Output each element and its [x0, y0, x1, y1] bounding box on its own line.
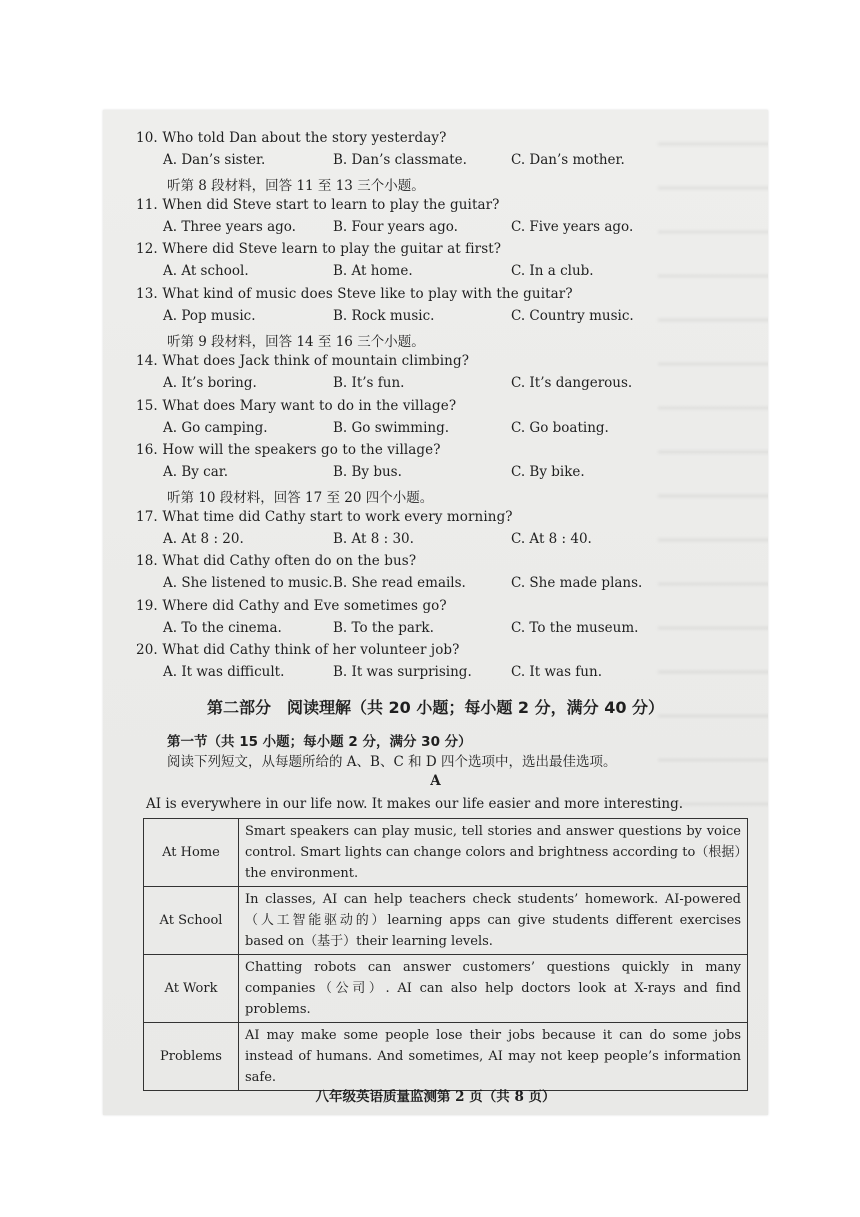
option-a: A. At school. — [163, 263, 249, 279]
option-b: B. To the park. — [333, 620, 434, 636]
question-19 — [136, 598, 447, 614]
part-two-heading: 第二部分 阅读理解（共 20 小题；每小题 2 分，满分 40 分） — [206, 698, 665, 717]
question-number: 17. — [136, 509, 158, 525]
option-a: A. Dan’s sister. — [163, 152, 266, 168]
option-b: B. Dan’s classmate. — [333, 152, 467, 168]
row-text: Smart speakers can play music, tell stories and answer questions by voice control. Smart lights can change colors and brightness according to（根据）the environment. — [239, 819, 748, 887]
question-text: What time did Cathy start to work every morning? — [162, 509, 513, 525]
question-20 — [136, 642, 460, 658]
ai-uses-table — [143, 818, 748, 1091]
option-b: B. Go swimming. — [333, 420, 450, 436]
option-c: C. Five years ago. — [511, 219, 634, 235]
question-text: How will the speakers go to the village? — [162, 442, 441, 458]
question-number: 18. — [136, 553, 158, 569]
question-16 — [136, 442, 441, 458]
option-b: B. At 8 : 30. — [333, 531, 414, 547]
question-15 — [136, 398, 456, 414]
question-18 — [136, 553, 416, 569]
option-a: A. Pop music. — [163, 308, 256, 324]
question-number: 20. — [136, 642, 158, 658]
listening-instruction: 听第 9 段材料，回答 14 至 16 三个小题。 — [167, 334, 425, 350]
question-text: What does Jack think of mountain climbing? — [162, 353, 470, 369]
question-text: Where did Steve learn to play the guitar at first? — [162, 241, 502, 257]
option-b: B. At home. — [333, 263, 413, 279]
page-content — [103, 110, 768, 1115]
option-b: B. It’s fun. — [333, 375, 405, 391]
option-a: A. To the cinema. — [163, 620, 282, 636]
option-a: A. By car. — [163, 464, 229, 480]
row-text: AI may make some people lose their jobs because it can do some jobs instead of humans. And sometimes, AI may not keep people’s information safe. — [239, 1023, 748, 1091]
row-label: At Home — [144, 819, 239, 887]
option-a: A. Three years ago. — [163, 219, 296, 235]
option-c: C. At 8 : 40. — [511, 531, 592, 547]
option-c: C. To the museum. — [511, 620, 639, 636]
question-text: What does Mary want to do in the village? — [162, 398, 457, 414]
option-c: C. Go boating. — [511, 420, 609, 436]
question-number: 19. — [136, 598, 158, 614]
option-b: B. Four years ago. — [333, 219, 458, 235]
listening-instruction: 听第 8 段材料，回答 11 至 13 三个小题。 — [167, 178, 425, 194]
question-text: Who told Dan about the story yesterday? — [162, 130, 447, 146]
option-c: C. She made plans. — [511, 575, 643, 591]
option-c: C. It’s dangerous. — [511, 375, 633, 391]
table-row — [144, 819, 748, 887]
option-a: A. It’s boring. — [163, 375, 257, 391]
option-a: A. It was difficult. — [163, 664, 285, 680]
question-text: When did Steve start to learn to play the guitar? — [162, 197, 500, 213]
option-b: B. She read emails. — [333, 575, 466, 591]
option-b: B. By bus. — [333, 464, 402, 480]
page-footer: 八年级英语质量监测第 2 页（共 8 页） — [315, 1089, 556, 1105]
option-c: C. It was fun. — [511, 664, 602, 680]
question-number: 11. — [136, 197, 158, 213]
question-number: 16. — [136, 442, 158, 458]
row-label: At Work — [144, 955, 239, 1023]
question-number: 10. — [136, 130, 158, 146]
option-b: B. Rock music. — [333, 308, 435, 324]
listening-instruction: 听第 10 段材料，回答 17 至 20 四个小题。 — [167, 490, 434, 506]
option-c: C. Country music. — [511, 308, 634, 324]
question-text: What kind of music does Steve like to play with the guitar? — [162, 286, 573, 302]
option-a: A. At 8 : 20. — [163, 531, 244, 547]
exam-page — [103, 110, 768, 1115]
question-text: What did Cathy often do on the bus? — [162, 553, 417, 569]
question-number: 13. — [136, 286, 158, 302]
section-one-instruction: 阅读下列短文，从每题所给的 A、B、C 和 D 四个选项中，选出最佳选项。 — [167, 754, 617, 770]
option-c: C. By bike. — [511, 464, 585, 480]
section-one-heading: 第一节（共 15 小题；每小题 2 分，满分 30 分） — [167, 734, 472, 750]
option-c: C. In a club. — [511, 263, 594, 279]
table-row — [144, 1023, 748, 1091]
question-12 — [136, 241, 501, 257]
table-row — [144, 955, 748, 1023]
question-14 — [136, 353, 469, 369]
question-text: What did Cathy think of her volunteer job? — [162, 642, 460, 658]
question-13 — [136, 286, 573, 302]
question-number: 12. — [136, 241, 158, 257]
question-number: 14. — [136, 353, 158, 369]
question-number: 15. — [136, 398, 158, 414]
question-text: Where did Cathy and Eve sometimes go? — [162, 598, 447, 614]
passage-intro: AI is everywhere in our life now. It makes our life easier and more interesting. — [146, 796, 684, 812]
option-c: C. Dan’s mother. — [511, 152, 625, 168]
option-a: A. Go camping. — [163, 420, 268, 436]
question-17 — [136, 509, 513, 525]
row-label: Problems — [144, 1023, 239, 1091]
table-row — [144, 887, 748, 955]
question-11 — [136, 197, 500, 213]
option-a: A. She listened to music. — [163, 575, 333, 591]
option-b: B. It was surprising. — [333, 664, 472, 680]
passage-letter: A — [430, 773, 441, 789]
row-text: In classes, AI can help teachers check students’ homework. AI-powered（人工智能驱动的）learning apps can give students different exercises based on（基于）their learning levels. — [239, 887, 748, 955]
row-text: Chatting robots can answer customers’ questions quickly in many companies（公司）. AI can also help doctors look at X-rays and find problems. — [239, 955, 748, 1023]
question-10 — [136, 130, 446, 146]
row-label: At School — [144, 887, 239, 955]
